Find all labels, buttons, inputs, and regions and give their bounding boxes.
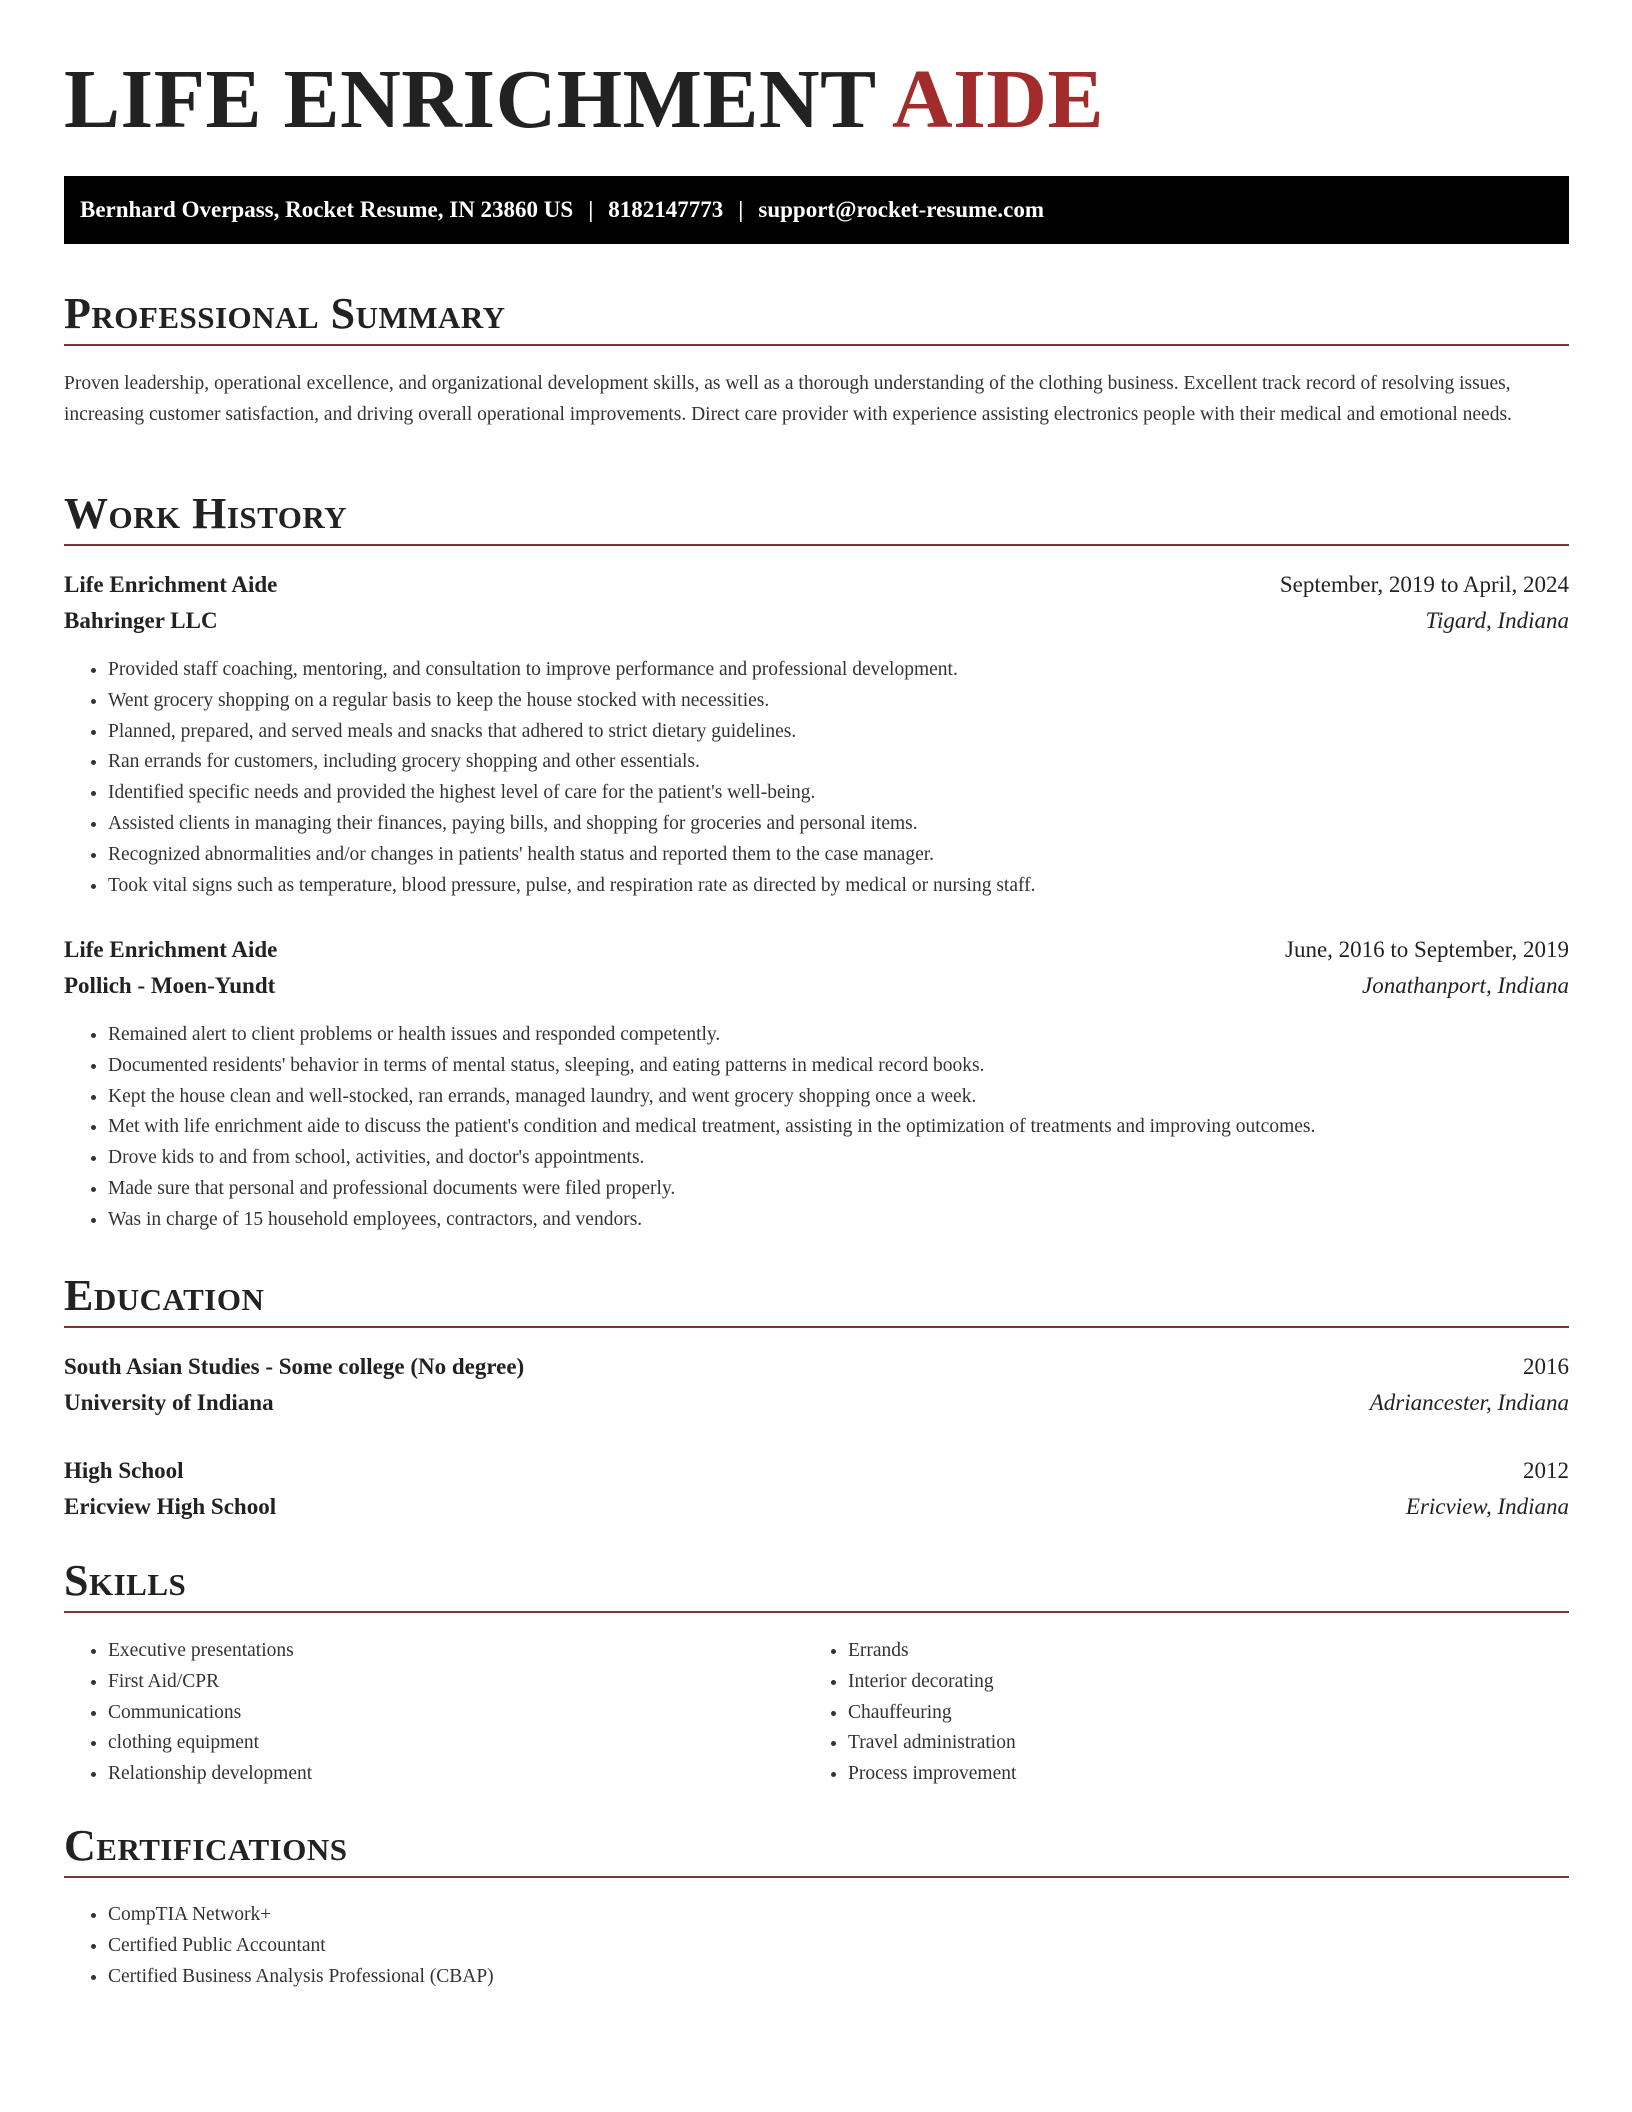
contact-email: support@rocket-resume.com <box>758 197 1045 222</box>
certifications-heading: Certifications <box>64 1821 348 1870</box>
list-item: • clothing equipment <box>108 1728 1569 1759</box>
job-title: Life Enrichment Aide <box>64 572 278 597</box>
list-item: • Went grocery shopping on a regular basis to keep the house stocked with necessities. <box>108 686 1569 717</box>
skills-column-right <box>804 1636 1569 1790</box>
education-school-row <box>64 1489 1569 1525</box>
contact-separator: | <box>738 197 744 222</box>
list-item: • Certified Public Accountant <box>108 1931 1569 1962</box>
education-degree-row <box>64 1453 1569 1489</box>
education-location: Ericview, Indiana <box>1405 1494 1569 1519</box>
list-item: • Was in charge of 15 household employees, contractors, and vendors. <box>108 1205 1569 1236</box>
title-accent: AIDE <box>891 53 1104 146</box>
skills-list-right <box>804 1636 1632 1790</box>
list-item: • Communications <box>108 1698 1569 1729</box>
education-degree: High School <box>64 1458 184 1483</box>
list-item: • Identified specific needs and provided the highest level of care for the patient's well-being. <box>108 778 1569 809</box>
job-company-row <box>64 603 1569 639</box>
job-dates: June, 2016 to September, 2019 <box>1285 937 1569 962</box>
job-bullets <box>64 1020 1569 1236</box>
education-degree-row <box>64 1349 1569 1385</box>
education-school: Ericview High School <box>64 1494 277 1519</box>
contact-phone: 8182147773 <box>608 197 724 222</box>
job-company: Pollich - Moen-Yundt <box>64 973 276 998</box>
skills-column-left <box>64 1636 804 1790</box>
list-item: • Relationship development <box>108 1759 1569 1790</box>
list-item: • Process improvement <box>848 1759 1632 1790</box>
contact-address: Bernhard Overpass, Rocket Resume, IN 23860 US <box>80 197 574 222</box>
summary-text: Proven leadership, operational excellence, and organizational development skills, as well as a thorough understanding of the clothing business. Excellent track record of resolving issues, increasing customer satisfaction, and driving overall operational improvements. Direct care provider with experience assisting electronics people with their medical and emotional needs. <box>64 373 1512 425</box>
list-item: • Recognized abnormalities and/or changes in patients' health status and reported them to the case manager. <box>108 840 1569 871</box>
skills-section-header <box>64 1551 1569 1613</box>
list-item: • Documented residents' behavior in terms of mental status, sleeping, and eating patterns in medical record books. <box>108 1051 1569 1082</box>
education-school: University of Indiana <box>64 1390 274 1415</box>
skills-heading: Skills <box>64 1556 187 1605</box>
job-location: Tigard, Indiana <box>1425 608 1569 633</box>
education-year: 2016 <box>1523 1354 1569 1379</box>
list-item: • Ran errands for customers, including grocery shopping and other essentials. <box>108 747 1569 778</box>
title-main: LIFE ENRICHMENT <box>64 53 876 146</box>
list-item: • Kept the house clean and well-stocked, ran errands, managed laundry, and went grocery shopping once a week. <box>108 1082 1569 1113</box>
list-item: • CompTIA Network+ <box>108 1900 1569 1931</box>
list-item: • Made sure that personal and professional documents were filed properly. <box>108 1174 1569 1205</box>
list-item: • Interior decorating <box>848 1667 1632 1698</box>
work-section-header <box>64 484 1569 546</box>
job-company-row <box>64 968 1569 1004</box>
list-item: • Provided staff coaching, mentoring, and consultation to improve performance and professional development. <box>108 655 1569 686</box>
list-item: • Chauffeuring <box>848 1698 1632 1729</box>
education-school-row <box>64 1385 1569 1421</box>
list-item: • Certified Business Analysis Professional (CBAP) <box>108 1962 1569 1993</box>
list-item: • Errands <box>848 1636 1632 1667</box>
education-year: 2012 <box>1523 1458 1569 1483</box>
list-item: • First Aid/CPR <box>108 1667 1569 1698</box>
list-item: • Remained alert to client problems or health issues and responded competently. <box>108 1020 1569 1051</box>
education-section-header <box>64 1266 1569 1328</box>
list-item: • Planned, prepared, and served meals and snacks that adhered to strict dietary guidelines. <box>108 717 1569 748</box>
job-company: Bahringer LLC <box>64 608 218 633</box>
education-degree: South Asian Studies - Some college (No degree) <box>64 1354 525 1379</box>
list-item: • Executive presentations <box>108 1636 1569 1667</box>
certifications-list <box>64 1900 1569 1992</box>
job-title: Life Enrichment Aide <box>64 937 278 962</box>
job-location: Jonathanport, Indiana <box>1362 973 1569 998</box>
job-bullets <box>64 655 1569 901</box>
resume-title <box>64 50 1104 150</box>
education-location: Adriancester, Indiana <box>1369 1390 1569 1415</box>
work-heading: Work History <box>64 489 348 538</box>
certifications-section-header <box>64 1816 1569 1878</box>
job-title-row <box>64 932 1569 968</box>
summary-section-header <box>64 284 1569 346</box>
summary-heading: Professional Summary <box>64 289 506 338</box>
contact-separator: | <box>588 197 594 222</box>
list-item: • Travel administration <box>848 1728 1632 1759</box>
contact-bar <box>64 176 1569 244</box>
education-heading: Education <box>64 1271 265 1320</box>
list-item: • Drove kids to and from school, activities, and doctor's appointments. <box>108 1143 1569 1174</box>
list-item: • Assisted clients in managing their finances, paying bills, and shopping for groceries and personal items. <box>108 809 1569 840</box>
job-title-row <box>64 567 1569 603</box>
job-dates: September, 2019 to April, 2024 <box>1279 572 1569 597</box>
list-item: • Met with life enrichment aide to discuss the patient's condition and medical treatment, assisting in the optimization of treatments and improving outcomes. <box>108 1112 1569 1143</box>
list-item: • Took vital signs such as temperature, blood pressure, pulse, and respiration rate as directed by medical or nursing staff. <box>108 871 1569 902</box>
